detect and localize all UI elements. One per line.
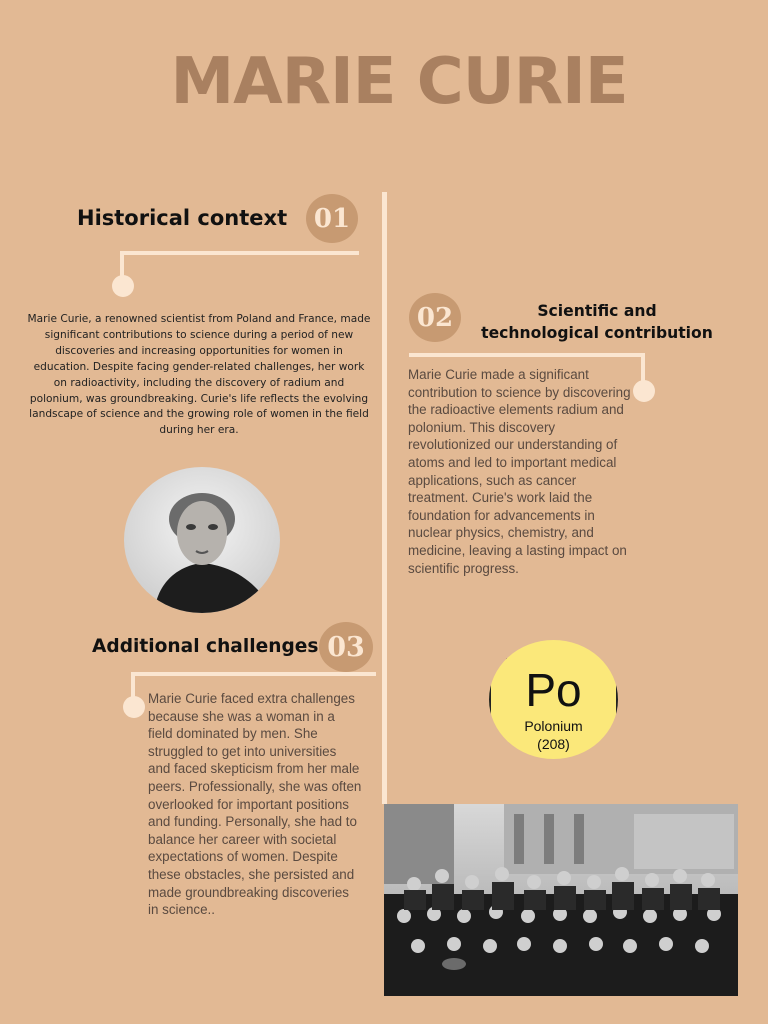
connector-3-horizontal xyxy=(131,672,376,676)
section-3-text: Marie Curie faced extra challenges because she was a woman in a field dominated by men. She struggled to get into universities and faced skepticism from her male peers. Professionally, she was often overlooked for important positions and funding. Personally, she had to balance her career with societal expectations of women. Despite these obstacles, she persisted and made groundbreaking discoveries in science.. xyxy=(148,691,362,918)
section-1-number: 01 xyxy=(313,203,351,234)
marie-curie-portrait xyxy=(124,467,280,613)
polonium-element-tile xyxy=(489,640,618,759)
connector-3-dot xyxy=(123,696,145,718)
section-2-text: Marie Curie made a significant contribution to science by discovering the radioactive elements radium and polonium. This discovery revolutionized our understanding of atoms and led to important medical applications, such as cancer treatment. Curie's work laid the foundation for advancements in nuclear physics, chemistry, and medicine, leaving a lasting impact on scientific progress. xyxy=(408,367,631,576)
connector-1-horizontal xyxy=(120,251,359,255)
timeline-vertical-line xyxy=(382,192,387,804)
section-3-number-badge xyxy=(319,622,373,672)
page-title: MARIE CURIE xyxy=(170,45,628,119)
connector-2-horizontal xyxy=(409,353,645,357)
element-symbol: Po xyxy=(525,664,582,716)
section-1-number-badge xyxy=(306,194,358,243)
section-2-number-badge xyxy=(409,293,461,342)
element-atomic-number: 84 xyxy=(495,648,509,662)
connector-2-dot xyxy=(633,380,655,402)
section-1-text: Marie Curie, a renowned scientist from Poland and France, made significant contributions to science during a period of new discoveries and increasing opportunities for women in education. Despite facing gender-related challenges, her work on radioactivity, including the discovery of radium and polonium, was groundbreaking. Curie's life reflects the evolving landscape of science and the growing role of women in the field during her era. xyxy=(27,313,371,437)
section-3-number: 03 xyxy=(327,631,365,663)
section-1-heading: Historical context xyxy=(77,206,288,230)
connector-1-dot xyxy=(112,275,134,297)
solvay-conference-group-photo xyxy=(384,804,738,996)
section-2-number: 02 xyxy=(416,302,454,333)
section-2-heading: Scientific and technological contribution xyxy=(481,302,713,342)
section-3-heading: Additional challenges xyxy=(92,636,319,657)
element-mass: (208) xyxy=(537,736,570,752)
element-name: Polonium xyxy=(524,718,583,734)
